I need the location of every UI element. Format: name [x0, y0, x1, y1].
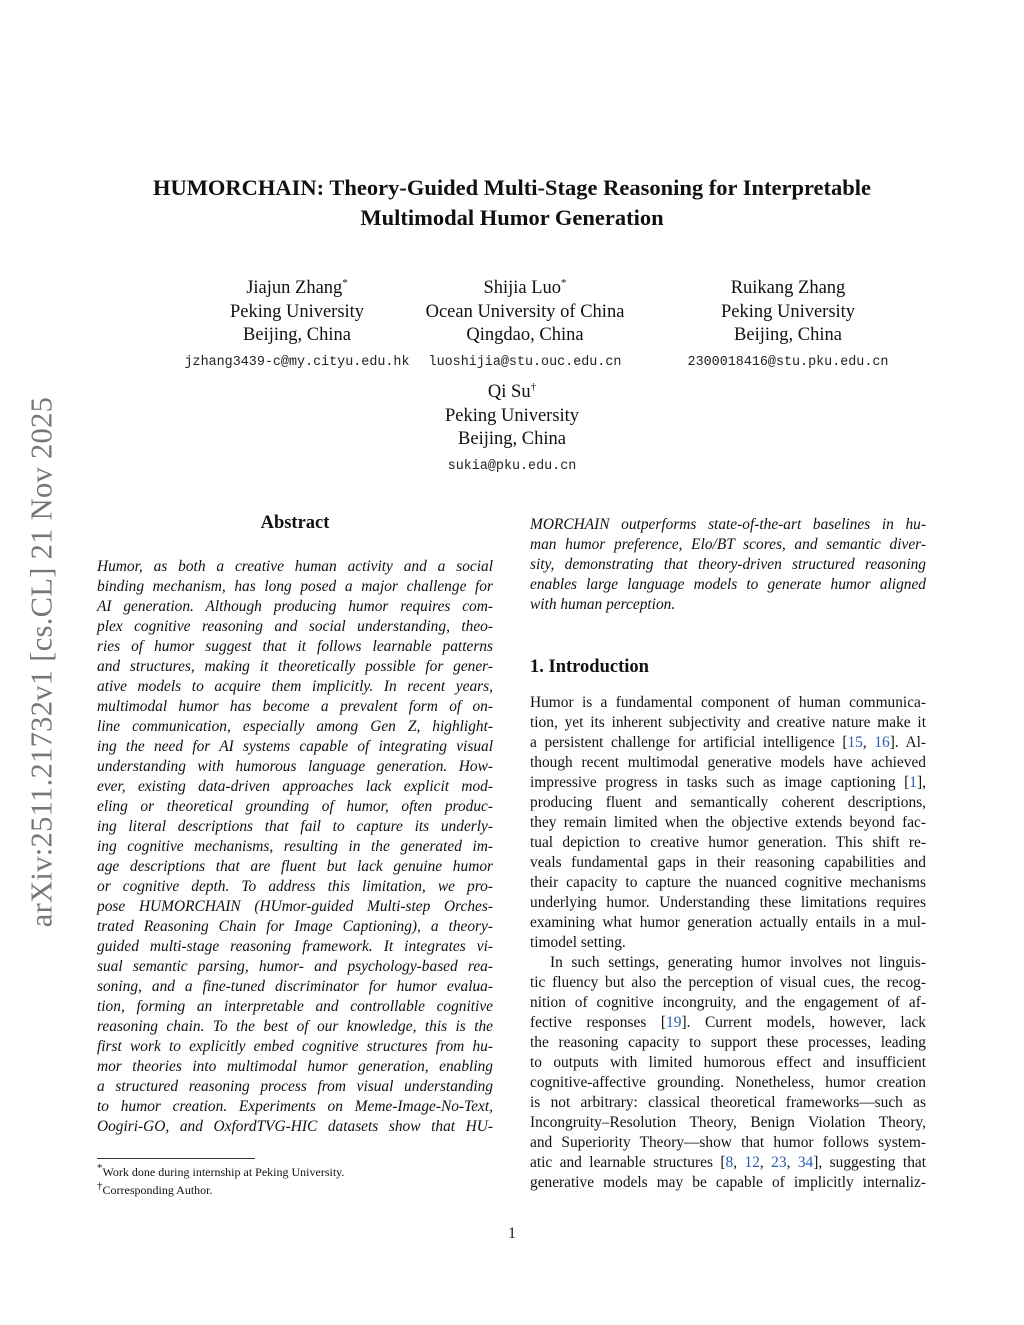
text-line: Incongruity–Resolution Theory, Benign Violation Theory,: [530, 1114, 926, 1131]
section-heading-introduction: 1. Introduction: [530, 657, 649, 677]
text-line: reasoning chain. To the best of our knowledge, this is the: [97, 1018, 493, 1035]
text-line: the reasoning capacity to support these processes, leading: [530, 1034, 926, 1051]
text-line: they remain limited when the objective extends beyond fac-: [530, 814, 926, 831]
text-line: Humor, as both a creative human activity and a social: [97, 558, 493, 575]
footnote-text: Work done during internship at Peking University.: [102, 1165, 345, 1179]
author-affiliation: Peking University: [229, 301, 365, 322]
text-line: tual depiction to creative humor generation. This shift re-: [530, 834, 926, 851]
citation-link[interactable]: 15: [847, 734, 863, 751]
footnote-mark: †: [97, 1180, 103, 1192]
text-line: generative models may be capable of implicitly internaliz-: [530, 1174, 926, 1191]
author-name-text: Ruikang Zhang: [730, 278, 846, 299]
citation-link[interactable]: 19: [666, 1014, 682, 1031]
page-number: 1: [508, 1225, 516, 1242]
author-mark: *: [561, 277, 567, 289]
text-line: mor theories into multimodal humor generation, enabling: [97, 1058, 493, 1075]
author-name: [638, 272, 938, 301]
author-email[interactable]: sukia@pku.edu.cn: [447, 458, 577, 474]
text-line: to outputs with limited humorous effect and insufficient: [530, 1054, 926, 1071]
author-email[interactable]: luoshijia@stu.ouc.edu.cn: [428, 354, 622, 370]
text-line: AI generation. Although producing humor requires com-: [97, 598, 493, 615]
citation-link[interactable]: 1: [909, 774, 917, 791]
text-line: fective responses [19]. Current models, however, lack: [530, 1014, 926, 1031]
intro-paragraph-2: [530, 953, 926, 1193]
text-line: age descriptions that are fluent but lack genuine humor: [97, 858, 493, 875]
text-line: underlying humor. Understanding these limitations requires: [530, 894, 926, 911]
text-line: ever, existing data-driven approaches lack explicit mod-: [97, 778, 493, 795]
title-line: HUMORCHAIN: Theory-Guided Multi-Stage Reasoning for Interpretable: [152, 175, 872, 200]
author-mark: †: [530, 381, 537, 393]
text-line: a structured reasoning process from visual understanding: [97, 1078, 493, 1095]
author-block: [638, 272, 938, 374]
text-line: or cognitive depth. To address this limitation, we pro-: [97, 878, 493, 895]
paper-title: [0, 173, 1024, 233]
arxiv-identifier: arXiv:2511.21732v1 [cs.CL] 21 Nov 2025: [24, 396, 59, 928]
text-line: MORCHAIN outperforms state-of-the-art baselines in hu-: [530, 516, 926, 533]
text-line: a persistent challenge for artificial intelligence [15, 16]. Al-: [530, 734, 926, 751]
author-affiliation: Peking University: [720, 301, 856, 322]
text-line: multimodal humor has become a prevalent form of on-: [97, 698, 493, 715]
citation-link[interactable]: 8: [725, 1154, 734, 1171]
text-line: line communication, especially among Gen Z, highlight-: [97, 718, 493, 735]
text-line: first work to explicitly embed cognitive structures from hu-: [97, 1038, 493, 1055]
text-line: tion, forming an interpretable and controllable cognitive: [97, 998, 493, 1015]
author-name-text: Qi Su: [487, 382, 531, 403]
text-line: ing the need for AI systems capable of integrating visual: [97, 738, 493, 755]
text-line: ing literal descriptions that fail to capture its underly-: [97, 818, 493, 835]
intro-paragraph-1: [530, 693, 926, 953]
abstract-heading: Abstract: [260, 513, 330, 533]
text-line: tic fluency but also the perception of visual cues, the recog-: [530, 974, 926, 991]
text-line: cognitive-affective grounding. Nonetheless, humor creation: [530, 1074, 926, 1091]
footnote-2: [97, 1177, 213, 1199]
text-line: pose HUMORCHAIN (HUmor-guided Multi-step Orches-: [97, 898, 493, 915]
text-line: examining what humor generation actually entails in a mul-: [530, 914, 926, 931]
citation-link[interactable]: 34: [797, 1154, 814, 1171]
author-name-text: Jiajun Zhang: [246, 278, 343, 299]
text-line: producing fluent and semantically coherent descriptions,: [530, 794, 926, 811]
abstract-left: [97, 557, 493, 1137]
footnote-mark: *: [97, 1162, 103, 1174]
author-name-text: Shijia Luo: [483, 278, 562, 299]
text-line: Humor is a fundamental component of human communica-: [530, 694, 926, 711]
text-line: veals fundamental gaps in their reasoning capabilities and: [530, 854, 926, 871]
text-line: their capacity to capture the nuanced cognitive mechanisms: [530, 874, 926, 891]
text-line: is not arbitrary: classical theoretical frameworks—such as: [530, 1094, 926, 1111]
text-line: plex cognitive reasoning and social understanding, theo-: [97, 618, 493, 635]
citation-link[interactable]: 12: [744, 1154, 760, 1171]
text-line: soning, and a fine-tuned discriminator for humor evalua-: [97, 978, 493, 995]
author-name: [375, 272, 675, 301]
author-name: [362, 376, 662, 405]
author-location: Beijing, China: [243, 325, 351, 346]
text-line: with human perception.: [530, 596, 676, 613]
citation-link[interactable]: 16: [874, 734, 890, 751]
text-line: sity, demonstrating that theory-driven structured reasoning: [530, 556, 926, 573]
text-line: atic and learnable structures [8, 12, 23, 34], suggesting that: [530, 1154, 926, 1171]
author-block: [362, 376, 662, 478]
title-line: Multimodal Humor Generation: [360, 205, 664, 230]
author-mark: *: [342, 277, 348, 289]
text-line: nition of cognitive incongruity, and the engagement of af-: [530, 994, 926, 1011]
text-line: man humor preference, Elo/BT scores, and semantic diver-: [530, 536, 926, 553]
author-email[interactable]: 2300018416@stu.pku.edu.cn: [687, 354, 889, 370]
text-line: to humor creation. Experiments on Meme-Image-No-Text,: [97, 1098, 493, 1115]
text-line: In such settings, generating humor involves not linguis-: [550, 954, 926, 971]
citation-link[interactable]: 23: [771, 1154, 787, 1171]
text-line: binding mechanism, has long posed a major challenge for: [97, 578, 493, 595]
text-line: ative models to acquire them implicitly. In recent years,: [97, 678, 493, 695]
footnote-text: Corresponding Author.: [102, 1183, 213, 1197]
author-block: [375, 272, 675, 374]
text-line: tion, yet its inherent subjectivity and creative nature make it: [530, 714, 926, 731]
text-line: impressive progress in tasks such as image captioning [1],: [530, 774, 926, 791]
text-line: though recent multimodal generative models have achieved: [530, 754, 926, 771]
text-line: Oogiri-GO, and OxfordTVG-HIC datasets show that HU-: [97, 1118, 493, 1135]
text-line: ing cognitive mechanisms, resulting in the generated im-: [97, 838, 493, 855]
text-line: and Superiority Theory—show that humor follows system-: [530, 1134, 926, 1151]
abstract-right: [530, 515, 926, 615]
text-line: timodel setting.: [530, 934, 626, 951]
text-line: guided multi-stage reasoning framework. It integrates vi-: [97, 938, 493, 955]
text-line: ries of humor suggest that it follows learnable patterns: [97, 638, 493, 655]
author-affiliation: Peking University: [444, 405, 580, 426]
text-line: trated Reasoning Chain for Image Captioning), a theory-: [97, 918, 493, 935]
author-email[interactable]: jzhang3439-c@my.cityu.edu.hk: [184, 354, 410, 370]
author-location: Beijing, China: [734, 325, 842, 346]
text-line: sual semantic parsing, humor- and psychology-based rea-: [97, 958, 493, 975]
author-location: Beijing, China: [458, 429, 566, 450]
author-affiliation: Ocean University of China: [425, 301, 625, 322]
text-line: enables large language models to generate humor aligned: [530, 576, 926, 593]
author-location: Qingdao, China: [466, 325, 584, 346]
text-line: understanding with humorous language generation. How-: [97, 758, 493, 775]
text-line: eling or theoretical grounding of humor, often produc-: [97, 798, 493, 815]
text-line: and structures, making it theoretically possible for gener-: [97, 658, 493, 675]
